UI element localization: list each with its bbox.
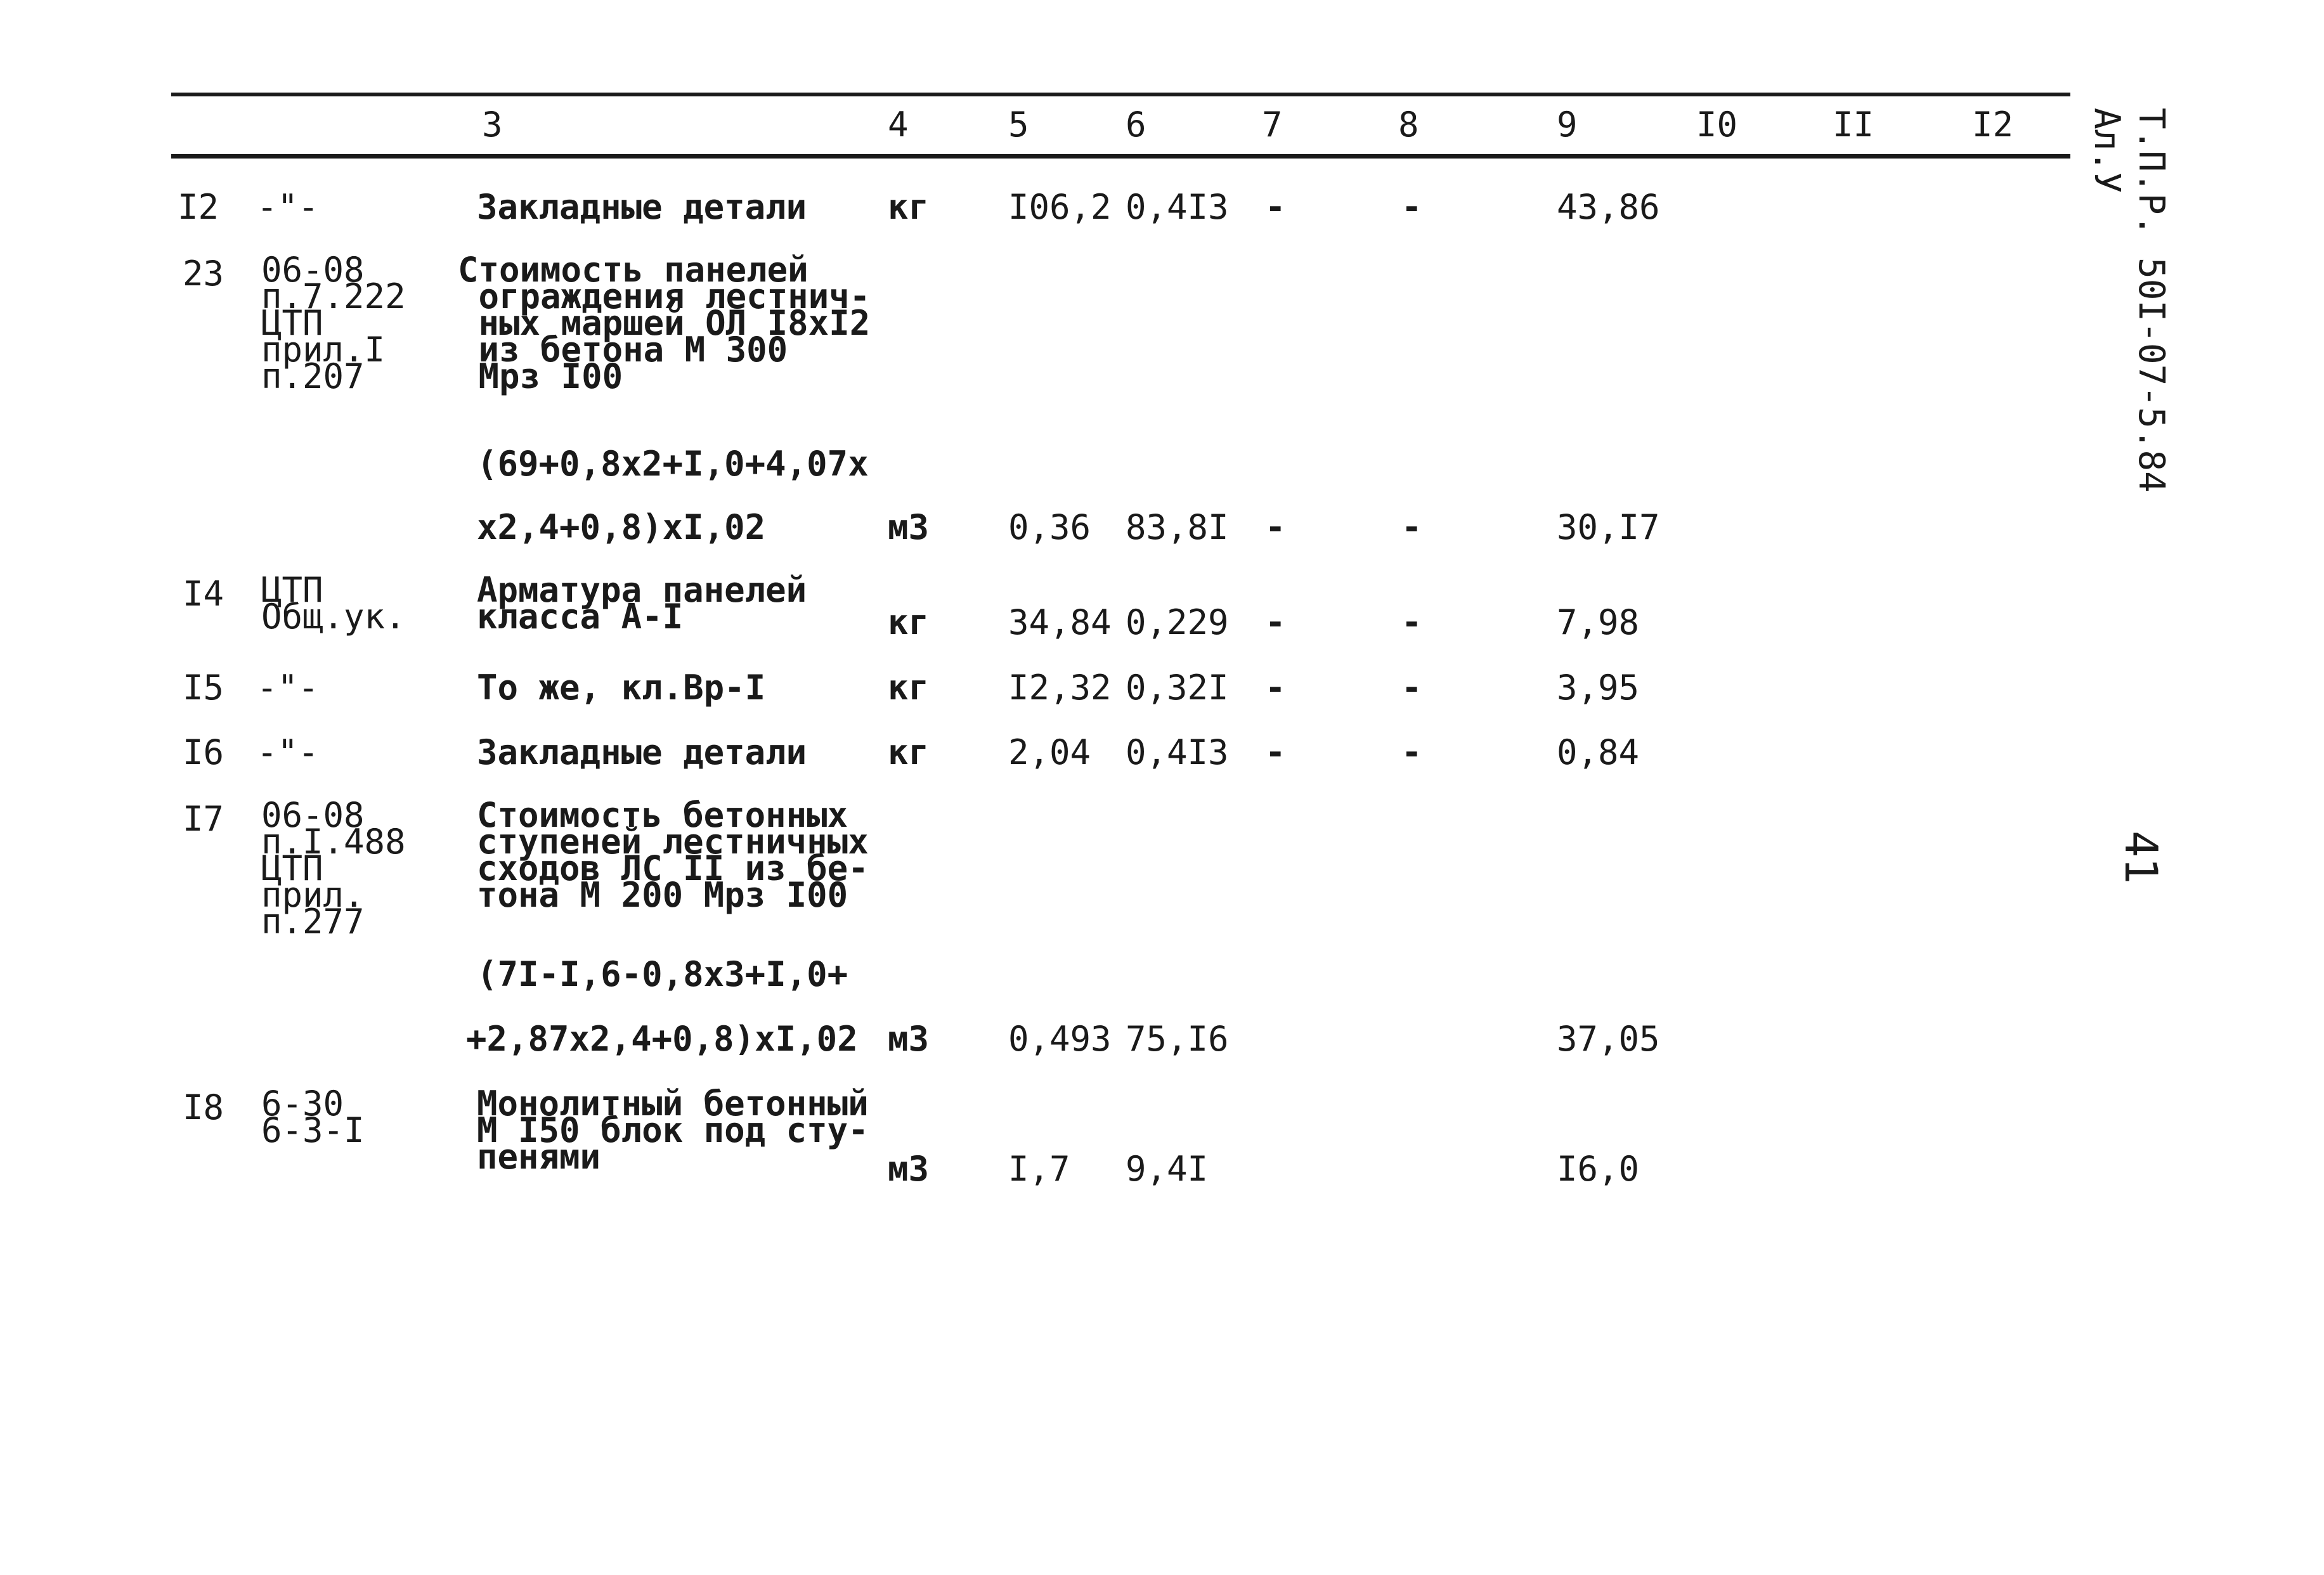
row-reference: -"-	[257, 732, 319, 772]
row-col8: -	[1401, 507, 1422, 547]
row-description: Закладные детали	[477, 187, 807, 227]
row-number: 23	[183, 254, 224, 294]
row-description: То же, кл.Вр-I	[477, 668, 766, 708]
row-price: 0,4I3	[1126, 187, 1229, 227]
row-description: Арматура панелей класса А-I	[477, 570, 807, 637]
row-total: I6,0	[1557, 1149, 1640, 1189]
row-unit: м3	[888, 1149, 930, 1189]
row-description: Закладные детали	[477, 732, 807, 772]
header-col-12: I2	[1972, 105, 2014, 145]
header-bottom-rule	[171, 154, 2070, 159]
row-total: 3,95	[1557, 668, 1640, 708]
row-unit: кг	[888, 668, 930, 708]
row-quantity: I,7	[1008, 1149, 1070, 1189]
header-col-10: I0	[1696, 105, 1738, 145]
row-quantity: I2,32	[1008, 668, 1112, 708]
row-col7: -	[1265, 187, 1286, 227]
header-top-rule	[171, 93, 2070, 96]
row-unit: м3	[888, 507, 930, 547]
row-formula: (69+0,8x2+I,0+4,07x	[477, 444, 869, 484]
row-number: I8	[183, 1087, 224, 1127]
row-price: 9,4I	[1126, 1149, 1209, 1189]
row-unit: кг	[888, 602, 930, 642]
header-col-5: 5	[1008, 105, 1029, 145]
row-reference: ЦТП Общ.ук.	[261, 570, 406, 637]
row-total: 7,98	[1557, 602, 1640, 642]
row-total: 30,I7	[1557, 507, 1660, 547]
row-number: I2	[178, 187, 219, 227]
row-col8: -	[1401, 187, 1422, 227]
row-price: 0,32I	[1126, 668, 1229, 708]
row-number: I7	[183, 799, 224, 839]
row-description: Стоимость панелей ограждения лестнич- ных маршей ОЛ I8xI2 из бетона М 300 Мрз I00	[458, 250, 871, 396]
row-total: 43,86	[1557, 187, 1660, 227]
header-col-3: 3	[482, 105, 503, 145]
row-number: I5	[183, 668, 224, 708]
header-col-7: 7	[1262, 105, 1283, 145]
row-col7: -	[1265, 732, 1286, 772]
row-reference: -"-	[257, 668, 319, 708]
row-quantity: I06,2	[1008, 187, 1112, 227]
header-col-9: 9	[1557, 105, 1578, 145]
row-quantity: 34,84	[1008, 602, 1112, 642]
row-formula: (7I-I,6-0,8x3+I,0+	[477, 954, 848, 994]
row-col8: -	[1401, 732, 1422, 772]
row-number: I4	[183, 574, 224, 614]
row-number: I6	[183, 732, 224, 772]
row-price: 0,229	[1126, 602, 1229, 642]
document-code: Т.П.Р. 50I-07-5.84	[2131, 108, 2172, 493]
row-quantity: 2,04	[1008, 732, 1091, 772]
row-formula-continued: +2,87x2,4+0,8)xI,02	[466, 1019, 858, 1059]
row-price: 83,8I	[1126, 507, 1229, 547]
row-price: 0,4I3	[1126, 732, 1229, 772]
row-unit: м3	[888, 1019, 930, 1059]
header-col-6: 6	[1126, 105, 1146, 145]
row-description: Стоимость бетонных ступеней лестничных сходов ЛС II из бе- тона М 200 Мрз I00	[477, 795, 869, 915]
row-col8: -	[1401, 602, 1422, 642]
header-col-8: 8	[1398, 105, 1419, 145]
row-reference: -"-	[257, 187, 319, 227]
row-col7: -	[1265, 507, 1286, 547]
row-description: Монолитный бетонный М I50 блок под сту- пенями	[477, 1084, 869, 1177]
row-quantity: 0,493	[1008, 1019, 1112, 1059]
row-reference: 06-08 п.I.488 ЦТП прил. п.277	[261, 795, 406, 942]
row-formula-continued: x2,4+0,8)xI,02	[477, 507, 766, 547]
row-col7: -	[1265, 602, 1286, 642]
row-unit: кг	[888, 187, 930, 227]
row-reference: 6-30 6-3-I	[261, 1084, 365, 1150]
row-col8: -	[1401, 668, 1422, 708]
row-col7: -	[1265, 668, 1286, 708]
header-col-4: 4	[888, 105, 909, 145]
row-price: 75,I6	[1126, 1019, 1229, 1059]
page-number: 41	[2115, 831, 2167, 885]
row-unit: кг	[888, 732, 930, 772]
row-total: 37,05	[1557, 1019, 1660, 1059]
row-reference: 06-08 п.7.222 ЦТП прил.I п.207	[261, 250, 406, 396]
row-quantity: 0,36	[1008, 507, 1091, 547]
header-col-11: II	[1833, 105, 1874, 145]
row-total: 0,84	[1557, 732, 1640, 772]
sheet-label: Ал.У	[2086, 108, 2127, 193]
